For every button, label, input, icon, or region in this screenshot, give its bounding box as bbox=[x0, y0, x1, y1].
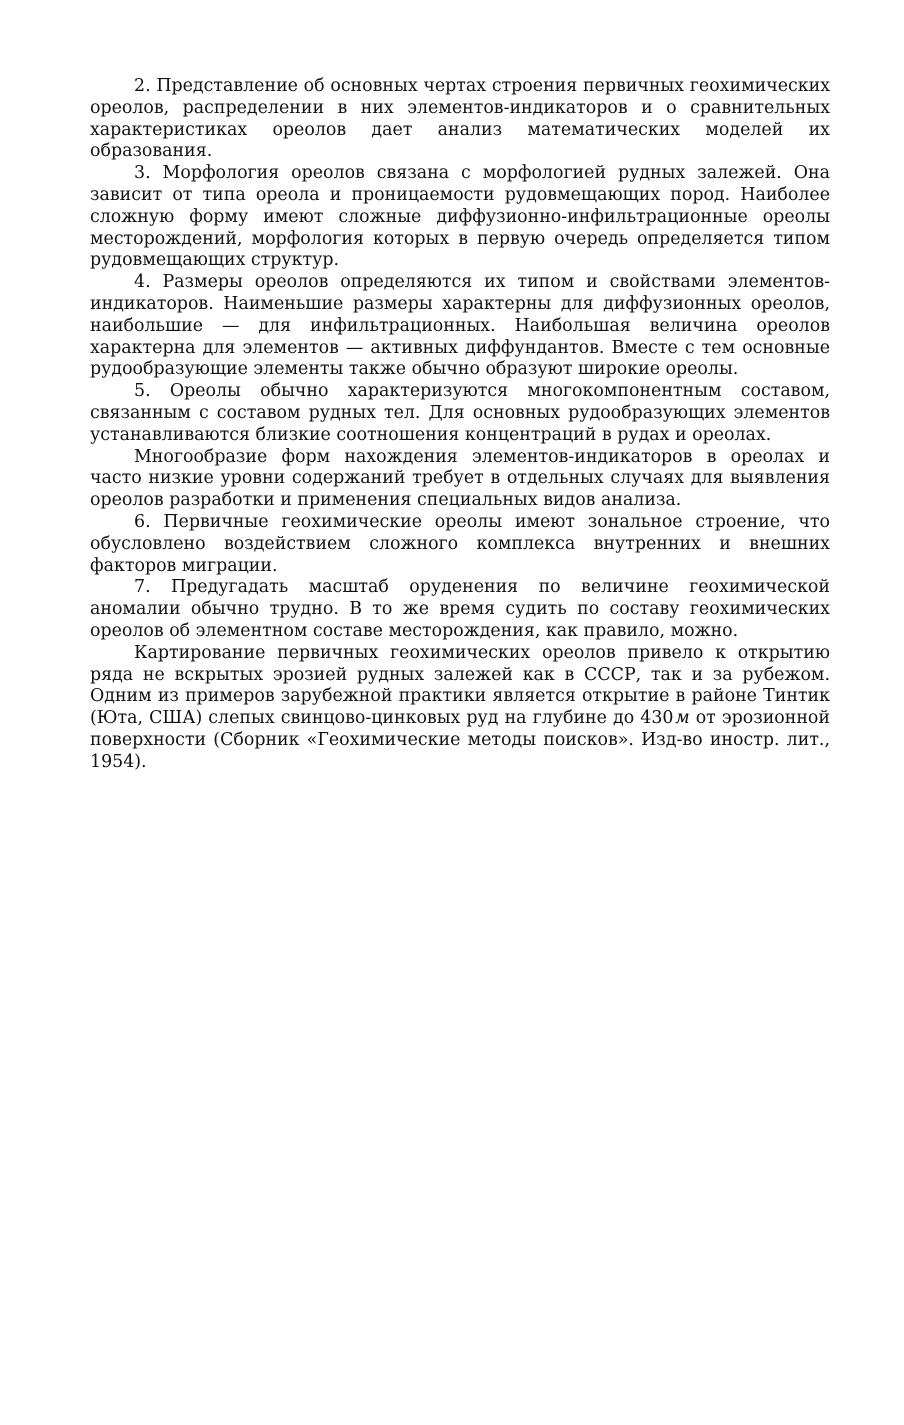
paragraph-forms: Многообразие форм нахождения элементов-индикаторов в ореолах и часто низкие уровни содержаний требует в отдельных случаях для выявления ореолов разработки и применения специальных видов анализа. bbox=[90, 446, 830, 511]
unit-meters: м bbox=[675, 708, 690, 729]
paragraph-2: 2. Представление об основных чертах строения первичных геохимических ореолов, распределении в них элементов-индикаторов и о сравнительных характеристиках ореолов дает анализ математических моделей их образования. bbox=[90, 76, 830, 162]
paragraph-mapping-text-end: от эрозионной поверхности (Сборник «Геохимические методы поисков». Изд-во иностр. лит., 1954). bbox=[90, 708, 830, 772]
paragraph-3: 3. Морфология ореолов связана с морфологией рудных залежей. Она зависит от типа ореола и проницаемости рудовмещающих пород. Наиболее сложную форму имеют сложные диффузионно-инфильтрационные ореолы месторождений, морфология которых в первую очередь определяется типом рудовмещающих структур. bbox=[90, 163, 830, 271]
paragraph-mapping-text-start: Картирование первичных геохимических ореолов привело к открытию ряда не вскрытых эрозией рудных залежей как в СССР, так и за рубежом. Одним из примеров зарубежной практики является открытие в районе Тинтик (Юта, США) слепых свинцово-цинковых руд на глубине до 430 bbox=[90, 642, 830, 729]
paragraph-7: 7. Предугадать масштаб оруденения по величине геохимической аномалии обычно трудно. В то же время судить по составу геохимических ореолов об элементном составе месторождения, как правило, можно. bbox=[90, 577, 830, 641]
paragraph-4: 4. Размеры ореолов определяются их типом и свойствами элементов-индикаторов. Наименьшие размеры характерны для диффузионных ореолов, наибольшие — для инфильтрационных. Наибольшая величина ореолов характерна для элементов — активных диффундантов. Вместе с тем основные рудообразующие элементы также обычно образуют широкие ореолы. bbox=[90, 272, 830, 380]
paragraph-5: 5. Ореолы обычно характеризуются многокомпонентным составом, связанным с составом рудных тел. Для основных рудообразующих элементов устанавливаются близкие соотношения концентраций в рудах и ореолах. bbox=[90, 381, 830, 445]
paragraph-6: 6. Первичные геохимические ореолы имеют зональное строение, что обусловлено воздействием сложного комплекса внутренних и внешних факторов миграции. bbox=[90, 511, 830, 576]
paragraph-mapping bbox=[90, 643, 830, 774]
document-page bbox=[90, 76, 830, 774]
